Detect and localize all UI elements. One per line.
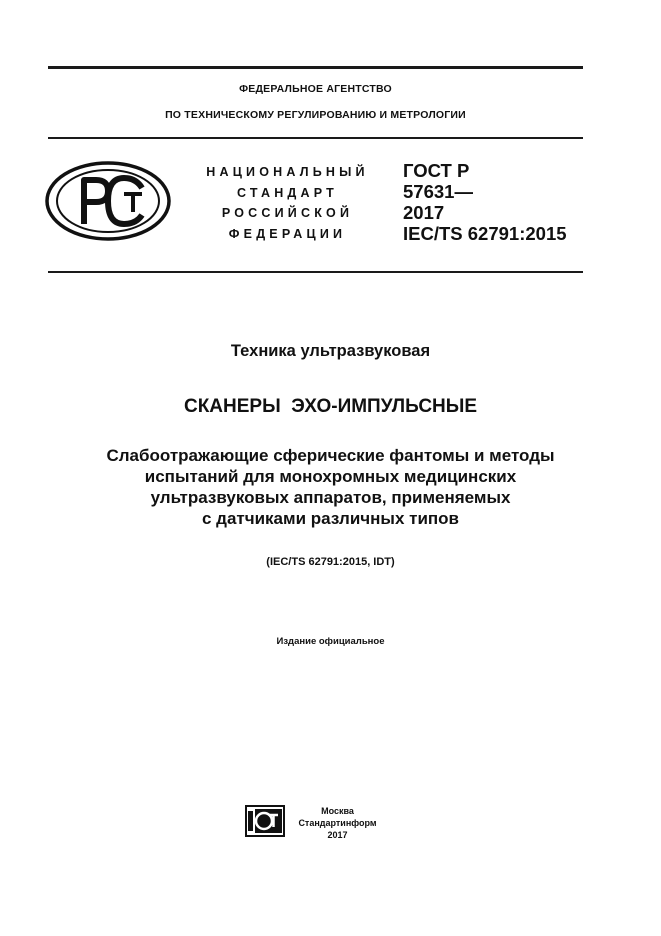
edition-label: Издание официальное [276,636,385,647]
equivalence-note: (IEC/TS 62791:2015, IDT) [266,556,395,568]
standard-type-line-2: СТАНДАРТ [237,186,338,200]
category-title: Техника ультразвуковая [230,342,431,360]
subtitle-line-1: Слабоотражающие сферические фантомы и методы [106,446,555,465]
header-rule [48,137,583,139]
publisher-city: Москва [321,806,354,816]
rst-certification-mark-icon [44,160,172,242]
agency-line-2: ПО ТЕХНИЧЕСКОМУ РЕГУЛИРОВАНИЮ И МЕТРОЛОГИИ [165,109,466,121]
top-rule [48,66,583,69]
standard-type-line-1: НАЦИОНАЛЬНЫЙ [206,165,369,179]
publisher-name: Стандартинформ [298,818,377,828]
subtitle-line-3: ультразвуковых аппаратов, применяемых [150,488,511,507]
bottom-header-rule [48,271,583,273]
standartinform-logo-icon [245,805,285,837]
subtitle-line-4: с датчиками различных типов [201,509,460,528]
gost-line-3: 2017 [403,202,445,223]
publisher-info [290,805,385,841]
publisher-year: 2017 [327,830,348,840]
gost-line-4: IEC/TS 62791:2015 [403,223,567,244]
subtitle [20,445,641,529]
gost-line-2: 57631— [403,181,473,202]
main-title: СКАНЕРЫ ЭХО-ИМПУЛЬСНЫЕ [183,396,478,417]
gost-designation [403,160,567,244]
standard-type-line-3: РОССИЙСКОЙ [221,206,354,220]
agency-line-1: ФЕДЕРАЛЬНОЕ АГЕНТСТВО [239,83,392,95]
standard-type-line-4: ФЕДЕРАЦИИ [228,227,347,241]
gost-line-1: ГОСТ Р [403,160,470,181]
subtitle-line-2: испытаний для монохромных медицинских [144,467,517,486]
